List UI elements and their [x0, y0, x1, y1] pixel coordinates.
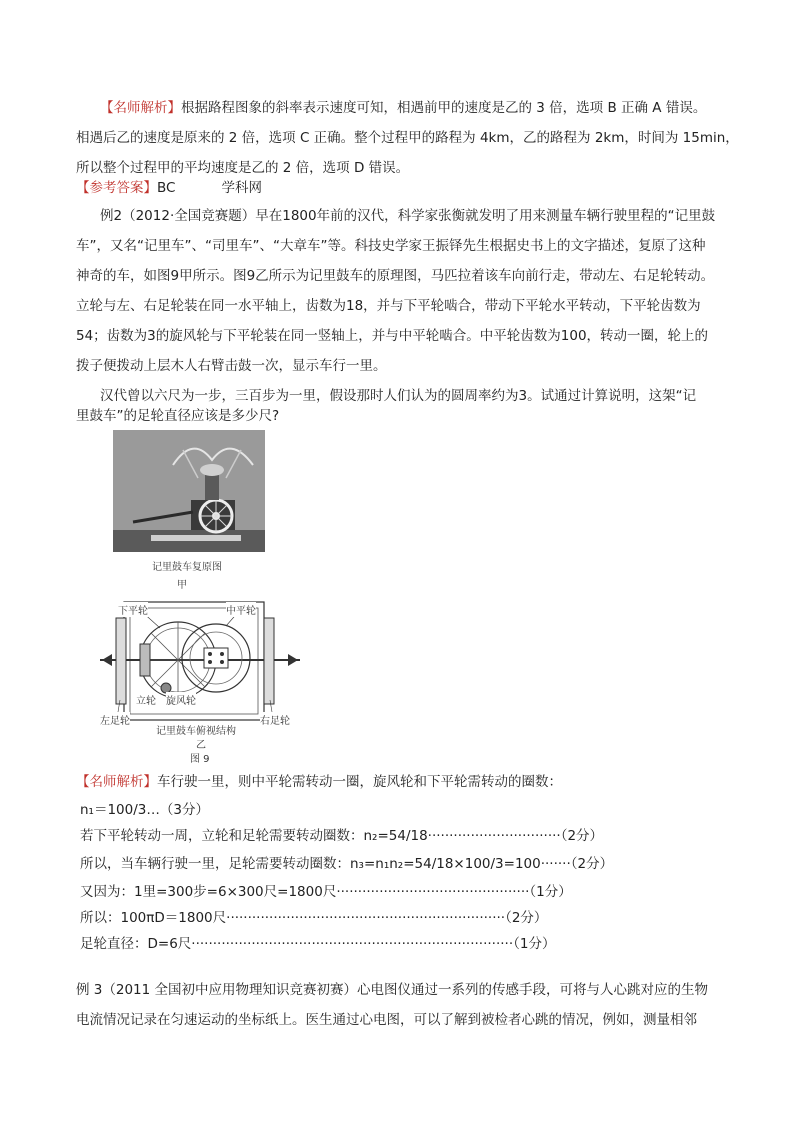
answer-value: BC	[157, 180, 176, 196]
example2-p5: 54；齿数为3的旋风轮与下平轮装在同一竖轴上，并与中平轮啮合。中平轮齿数为100，转动一圈，轮上的	[76, 328, 709, 344]
analysis2-l1: n₁＝100/3…（3分）	[80, 802, 209, 818]
analysis1-line2: 相遇后乙的速度是原来的 2 倍，选项 C 正确。整个过程甲的路程为 4km，乙的路程为 2km，时间为 15min，	[76, 130, 739, 146]
example2-q1: 汉代曾以六尺为一步，三百步为一里，假设那时人们认为的圆周率约为3。试通过计算说明，这架“记	[100, 388, 697, 404]
answer-tag: 【参考答案】	[76, 180, 157, 196]
analysis2-intro: 【名师解析】车行驶一里，则中平轮需转动一圈，旋风轮和下平轮需转动的圈数：	[76, 774, 562, 790]
analysis1-line3: 所以整个过程甲的平均速度是乙的 2 倍，选项 D 错误。	[76, 160, 410, 176]
diagram-label: 乙	[196, 740, 206, 751]
figure-number: 图 9	[190, 754, 210, 765]
drum-cart-photo	[113, 430, 265, 552]
analysis2-l3: 所以，当车辆行驶一里，足轮需要转动圈数：n₃=n₁n₂=54/18×100/3=100·······（2分）	[80, 856, 614, 872]
analysis1-line1: 【名师解析】根据路程图象的斜率表示速度可知，相遇前甲的速度是乙的 3 倍，选项 B 正确 A 错误。	[100, 100, 707, 116]
label-whirl-wheel: 旋风轮	[166, 692, 196, 707]
label-left-foot-wheel: 左足轮	[100, 712, 130, 727]
example3-l2: 电流情况记录在匀速运动的坐标纸上。医生通过心电图，可以了解到被检者心跳的情况，例如，测量相邻	[76, 1012, 697, 1028]
label-middle-wheel: 中平轮	[226, 602, 256, 617]
analysis2-l2: 若下平轮转动一周，立轮和足轮需要转动圈数：n₂=54/18·······························（2分）	[80, 828, 604, 844]
example2-q2: 里鼓车”的足轮直径应该是多少尺?	[76, 408, 280, 424]
analysis2-l6: 足轮直径：D=6尺···········································································（1分）	[80, 936, 556, 952]
example2-p6: 拨子便拨动上层木人右臂击鼓一次，显示车行一里。	[76, 358, 387, 374]
example2-p3: 神奇的车，如图9甲所示。图9乙所示为记里鼓车的原理图，马匹拉着该车向前行走，带动左、右足轮转动。	[76, 268, 715, 284]
example2-p2: 车”，又名“记里车”、“司里车”、“大章车”等。科技史学家王振铎先生根据史书上的文字描述，复原了这种	[76, 238, 706, 254]
example2-p1: 例2（2012·全国竞赛题）早在1800年前的汉代，科学家张衡就发明了用来测量车辆行驶里程的“记里鼓	[100, 208, 716, 224]
label-standing-wheel: 立轮	[136, 692, 156, 707]
analysis2-l4: 又因为：1里=300步=6×300尺=1800尺·············································（1分）	[80, 884, 572, 900]
photo-caption: 记里鼓车复原图	[152, 562, 222, 573]
drum-cart-photo-svg	[113, 430, 265, 552]
analysis-tag: 【名师解析】	[100, 100, 181, 116]
diagram-caption: 记里鼓车俯视结构	[156, 726, 236, 737]
example3-l1: 例 3（2011 全国初中应用物理知识竞赛初赛）心电图仪通过一系列的传感手段，可将与人心跳对应的生物	[76, 982, 709, 998]
example2-p4: 立轮与左、右足轮装在同一水平轴上，齿数为18，并与下平轮啮合，带动下平轮水平转动，下平轮齿数为	[76, 298, 701, 314]
answer-line	[76, 178, 262, 198]
analysis2-l5: 所以：100πD＝1800尺·································································（2分）	[80, 910, 548, 926]
label-right-foot-wheel: 右足轮	[260, 712, 290, 727]
watermark-text: 学科网	[221, 180, 262, 196]
label-lower-wheel: 下平轮	[118, 602, 148, 617]
photo-label: 甲	[177, 580, 187, 591]
analysis-tag: 【名师解析】	[76, 774, 157, 790]
